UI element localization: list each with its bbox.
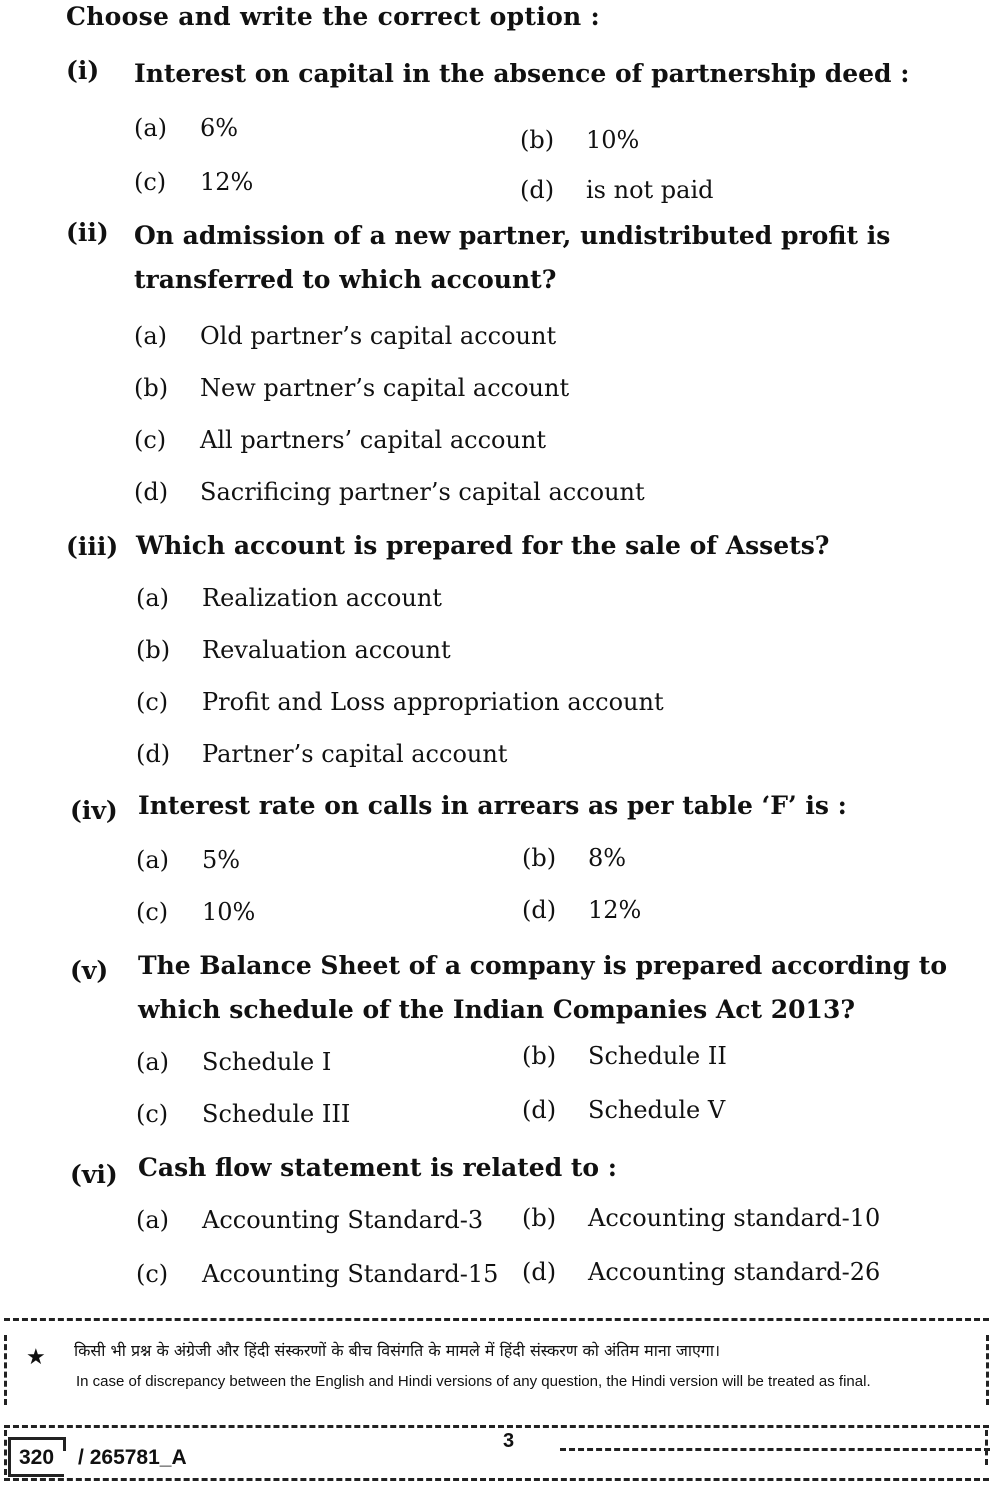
- option-label: (a): [134, 322, 168, 350]
- option-text: Schedule III: [202, 1100, 351, 1128]
- option-label: (b): [522, 1204, 557, 1232]
- option-label: (c): [136, 1100, 169, 1128]
- question-text: Interest rate on calls in arrears as per table ‘F’ is :: [138, 791, 847, 820]
- option-text: Old partner’s capital account: [200, 322, 557, 350]
- option-c: [136, 1100, 350, 1128]
- question-text: The Balance Sheet of a company is prepared according to which schedule of the Indian Companies Act 2013?: [138, 951, 948, 1024]
- option-text: Schedule I: [202, 1048, 332, 1076]
- paper-code-box: 320: [8, 1437, 64, 1477]
- question-text: Cash flow statement is related to :: [138, 1153, 618, 1182]
- option-label: (b): [136, 636, 171, 664]
- option-b: [522, 1042, 727, 1070]
- option-label: (b): [520, 126, 555, 154]
- option-a: [134, 114, 238, 142]
- frame-bottom-dash: [4, 1478, 989, 1481]
- option-text: is not paid: [586, 176, 714, 204]
- option-label: (c): [136, 688, 169, 716]
- box-right-border: [986, 1335, 989, 1405]
- option-text: Sacrificing partner’s capital account: [200, 478, 645, 506]
- option-a: [136, 1048, 331, 1076]
- discrepancy-notice-box: [4, 1318, 989, 1428]
- option-label: (d): [522, 1096, 557, 1124]
- option-c: [136, 1260, 498, 1288]
- option-text: 10%: [586, 126, 640, 154]
- option-label: (a): [136, 1048, 170, 1076]
- option-d: [522, 1258, 880, 1286]
- option-b: [134, 374, 569, 402]
- question-number: (ii): [66, 218, 109, 247]
- paper-id: / 265781_A: [78, 1446, 187, 1469]
- option-label: (d): [136, 740, 171, 768]
- option-a: [136, 1206, 483, 1234]
- option-text: 8%: [588, 844, 627, 872]
- option-label: (d): [522, 1258, 557, 1286]
- hindi-discrepancy-note: किसी भी प्रश्न के अंग्रेजी और हिंदी संस्करणों के बीच विसंगति के मामले में हिंदी संस्करण को अंतिम माना जाएगा।: [74, 1341, 721, 1360]
- option-text: Accounting Standard-3: [202, 1206, 484, 1234]
- question-number: (iv): [70, 796, 118, 825]
- question-number: (iii): [66, 532, 119, 561]
- question-text: Interest on capital in the absence of partnership deed :: [134, 59, 910, 88]
- option-text: 12%: [588, 896, 642, 924]
- option-text: 5%: [202, 846, 241, 874]
- option-c: [134, 426, 546, 454]
- option-text: Realization account: [202, 584, 442, 612]
- option-a: [136, 846, 240, 874]
- option-c: [136, 898, 255, 926]
- option-d: [522, 896, 641, 924]
- option-label: (a): [136, 1206, 170, 1234]
- option-label: (d): [520, 176, 555, 204]
- option-d: [520, 176, 714, 204]
- option-b: [522, 844, 626, 872]
- option-text: All partners’ capital account: [200, 426, 547, 454]
- option-text: New partner’s capital account: [200, 374, 570, 402]
- option-label: (c): [136, 1260, 169, 1288]
- option-label: (d): [134, 478, 169, 506]
- option-text: 6%: [200, 114, 239, 142]
- option-a: [134, 322, 556, 350]
- english-discrepancy-note: In case of discrepancy between the English and Hindi versions of any question, the Hindi version will be treated as final.: [76, 1373, 871, 1390]
- option-d: [134, 478, 645, 506]
- page-number: 3: [503, 1430, 515, 1452]
- option-text: 10%: [202, 898, 256, 926]
- question-number: (vi): [70, 1160, 118, 1189]
- option-label: (c): [134, 168, 167, 196]
- star-icon: ★: [26, 1345, 46, 1370]
- option-c: [136, 688, 664, 716]
- question-number: (v): [70, 956, 109, 985]
- option-text: Accounting standard-26: [588, 1258, 881, 1286]
- question-text: Which account is prepared for the sale of Assets?: [136, 531, 830, 560]
- option-label: (c): [134, 426, 167, 454]
- option-text: Profit and Loss appropriation account: [202, 688, 664, 716]
- option-text: Revaluation account: [202, 636, 451, 664]
- option-label: (c): [136, 898, 169, 926]
- option-text: Partner’s capital account: [202, 740, 508, 768]
- option-c: [134, 168, 253, 196]
- option-text: Schedule II: [588, 1042, 727, 1070]
- option-label: (a): [134, 114, 168, 142]
- option-label: (b): [134, 374, 169, 402]
- frame-divider: [560, 1448, 990, 1451]
- option-text: Accounting standard-10: [588, 1204, 881, 1232]
- option-a: [136, 584, 442, 612]
- option-b: [522, 1204, 880, 1232]
- option-label: (b): [522, 844, 557, 872]
- option-d: [136, 740, 507, 768]
- option-b: [136, 636, 451, 664]
- option-label: (d): [522, 896, 557, 924]
- option-d: [522, 1096, 725, 1124]
- option-label: (b): [522, 1042, 557, 1070]
- option-text: Accounting Standard-15: [202, 1260, 499, 1288]
- question-number: (i): [66, 56, 100, 85]
- option-text: 12%: [200, 168, 254, 196]
- section-heading: Choose and write the correct option :: [66, 2, 601, 31]
- frame-left-dash: [4, 1430, 7, 1475]
- option-b: [520, 126, 639, 154]
- option-label: (a): [136, 584, 170, 612]
- option-text: Schedule V: [588, 1096, 726, 1124]
- option-label: (a): [136, 846, 170, 874]
- question-text: On admission of a new partner, undistributed profit is transferred to which account?: [134, 221, 891, 294]
- box-left-border: [4, 1335, 7, 1405]
- paper-code: [8, 1437, 187, 1477]
